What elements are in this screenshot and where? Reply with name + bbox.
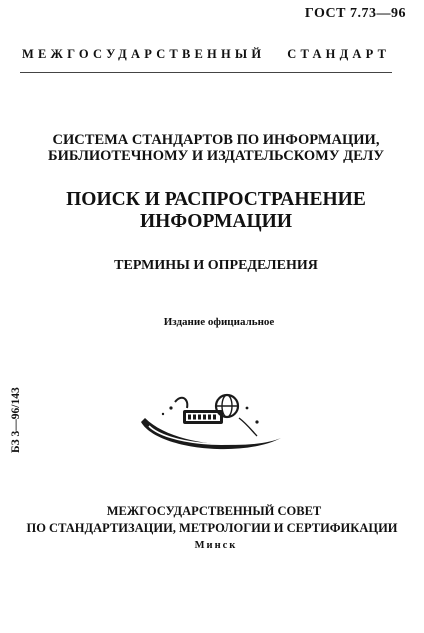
standard-number: ГОСТ 7.73—96 xyxy=(304,6,406,21)
series-title xyxy=(0,132,424,164)
publication-city: Минск xyxy=(194,540,238,551)
document-subtitle: ТЕРМИНЫ И ОПРЕДЕЛЕНИЯ xyxy=(114,258,318,273)
document-title-line-2: ИНФОРМАЦИИ xyxy=(139,211,293,232)
header-divider xyxy=(20,72,392,73)
band-word-standard: СТАНДАРТ xyxy=(287,47,391,61)
edition-note: Издание официальное xyxy=(163,316,275,328)
document-title xyxy=(0,189,424,233)
series-title-line-2: БИБЛИОТЕЧНОМУ И ИЗДАТЕЛЬСКОМУ ДЕЛУ xyxy=(47,148,384,164)
publisher-block xyxy=(0,503,424,554)
publisher-line-1: МЕЖГОСУДАРСТВЕННЫЙ СОВЕТ xyxy=(106,504,322,518)
series-title-line-1: СИСТЕМА СТАНДАРТОВ ПО ИНФОРМАЦИИ, xyxy=(52,132,380,148)
side-code-text: БЗ 3—96/143 xyxy=(10,387,22,453)
document-title-line-1: ПОИСК И РАСПРОСТРАНЕНИЕ xyxy=(66,189,366,210)
band-word-interstate: МЕЖГОСУДАРСТВЕННЫЙ xyxy=(22,47,266,61)
standards-council-emblem-icon xyxy=(135,388,285,463)
publisher-line-2: ПО СТАНДАРТИЗАЦИИ, МЕТРОЛОГИИ И СЕРТИФИКАЦИИ xyxy=(26,521,398,535)
interstate-standard-band xyxy=(22,47,390,62)
